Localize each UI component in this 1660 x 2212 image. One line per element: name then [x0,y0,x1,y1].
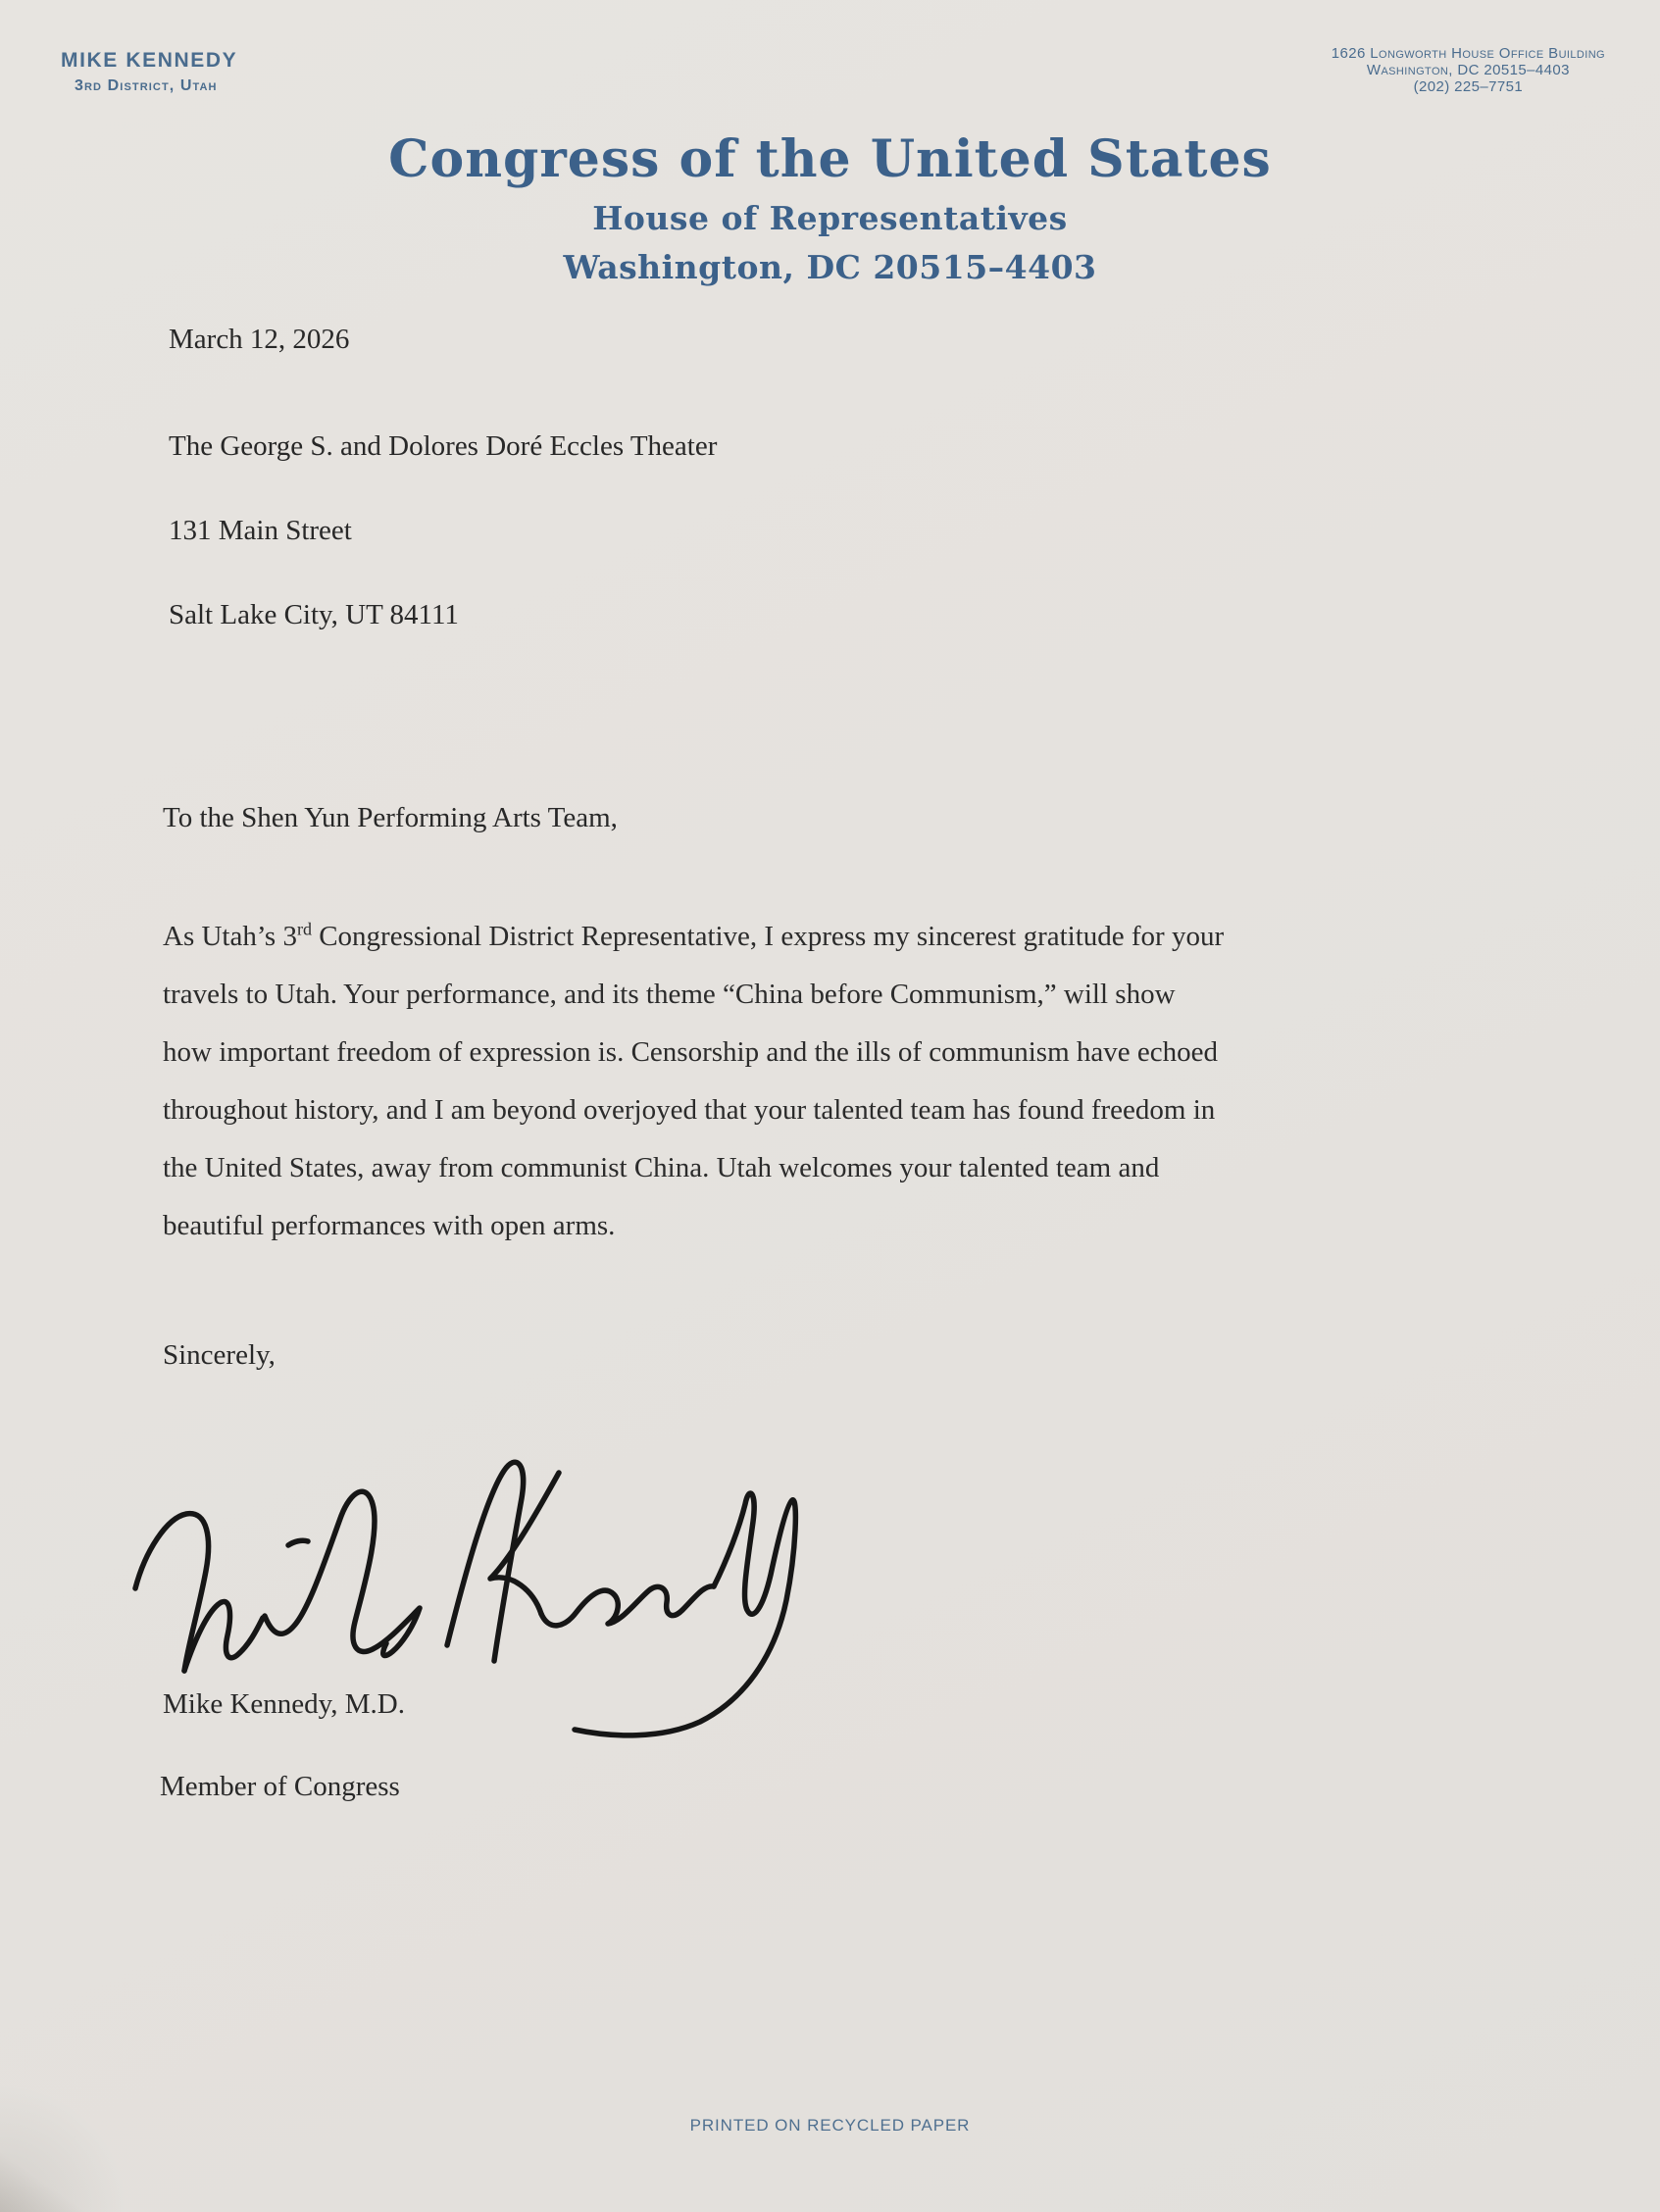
masthead-subtitle: House of Representatives [592,198,1068,237]
letter-date: March 12, 2026 [169,324,350,355]
body-text-part1: As Utah’s 3 [163,921,297,952]
recipient-line: The George S. and Dolores Doré Eccles Theater [169,430,718,462]
office-address-line1: 1626 Longworth House Office Building [1331,45,1605,62]
office-address-line2: Washington, DC 20515–4403 [1366,62,1570,78]
body-text-part2: Congressional District Representative, I express my sincerest gratitude for your travels to Utah. Your performance, and its theme “China before Communism,” will show how important freedom of expression is. Censorship and the ills of communism have echoed throughout history, and I am beyond overjoyed that your talented team has found freedom in the United States, away from communist China. Utah welcomes your talented team and beautiful performances with open arms. [163,921,1225,1241]
recipient-line: Salt Lake City, UT 84111 [169,599,459,630]
masthead-title: Congress of the United States [388,129,1272,189]
recipient-address [169,404,717,657]
recipient-line: 131 Main Street [169,515,352,546]
letterhead-office-block [1332,45,1605,95]
salutation: To the Shen Yun Performing Arts Team, [163,802,618,833]
signer-title: Member of Congress [160,1771,400,1802]
member-name: MIKE KENNEDY [61,49,238,72]
masthead [0,129,1660,286]
ordinal-superscript: rd [296,919,312,939]
masthead-address: Washington, DC 20515–4403 [563,247,1097,286]
office-phone: (202) 225–7751 [1413,78,1524,95]
closing: Sincerely, [163,1339,276,1371]
letterhead-member-block [61,49,237,95]
signer-name: Mike Kennedy, M.D. [163,1688,405,1720]
letter-body [163,908,1226,1255]
recycled-paper-note: PRINTED ON RECYCLED PAPER [689,2116,971,2135]
member-district: 3rd District, Utah [75,77,218,94]
